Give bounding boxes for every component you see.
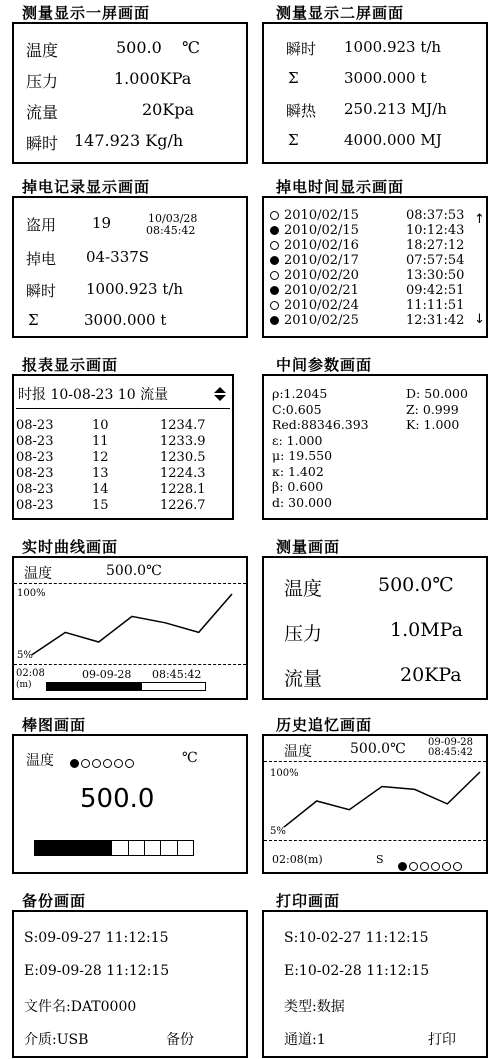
bar-segment-empty — [160, 841, 176, 855]
param-row — [264, 417, 486, 432]
measure-temp-value: 500.0℃ — [378, 574, 454, 596]
empty-dot-icon — [409, 862, 418, 871]
power-time-date: 2010/02/24 — [284, 298, 359, 313]
history-period: 02:08(m) — [272, 853, 323, 866]
history-top-gridline — [264, 761, 486, 762]
bar-temp-value: 500.0 — [80, 784, 155, 814]
backup-end-time: E:09-09-28 11:12:15 — [24, 963, 170, 979]
panel-print — [262, 910, 488, 1058]
print-end-time: E:10-02-28 11:12:15 — [284, 963, 430, 979]
curve-temp-value: 500.0℃ — [106, 563, 162, 579]
power-time-date: 2010/02/20 — [284, 268, 359, 283]
param-right-value: K: 1.000 — [406, 417, 460, 432]
pressure-value: 1.000KPa — [114, 69, 192, 88]
section-title-report: 报表显示画面 — [22, 356, 119, 374]
param-left-value: μ: 19.550 — [272, 448, 333, 463]
flow-label: 流量 — [26, 103, 59, 122]
instant-label: 瞬时 — [26, 134, 59, 153]
power-time-date: 2010/02/16 — [284, 238, 359, 253]
empty-dot-icon — [420, 862, 429, 871]
measure-pressure-value: 1.0MPa — [390, 619, 463, 641]
filled-dot-icon — [270, 286, 279, 295]
empty-dot-icon — [453, 862, 462, 871]
curve-period: 02:08 — [16, 668, 45, 679]
total-flow-value: 3000.000 t — [344, 69, 427, 87]
filled-dot-icon — [270, 256, 279, 265]
backup-file-name: 文件名:DAT0000 — [24, 999, 137, 1015]
history-bottom-percent: 5% — [270, 826, 286, 837]
param-left-value: Red:88346.393 — [272, 417, 369, 432]
section-title-power-time: 掉电时间显示画面 — [276, 178, 405, 196]
record-date: 10/03/28 — [148, 212, 198, 225]
table-row — [14, 434, 232, 450]
bar-segment-empty — [177, 841, 193, 855]
power-time-row[interactable] — [270, 298, 470, 313]
report-hour-cell: 12 — [92, 450, 109, 465]
report-value-cell: 1234.7 — [160, 418, 206, 433]
report-hour-cell: 15 — [92, 498, 109, 513]
backup-button[interactable]: 备份 — [166, 1032, 194, 1048]
temp-label: 温度 — [26, 41, 59, 60]
curve-top-percent: 100% — [17, 588, 46, 599]
report-date-cell: 08-23 — [16, 418, 54, 433]
instant-value: 147.923 Kg/h — [74, 131, 184, 150]
power-time-row[interactable] — [270, 268, 470, 283]
report-date-cell: 08-23 — [16, 482, 54, 497]
filled-dot-icon — [70, 759, 79, 768]
section-title-realtime-curve: 实时曲线画面 — [22, 538, 119, 556]
table-row — [14, 482, 232, 498]
report-value-cell: 1228.1 — [160, 482, 206, 497]
bar-segment-filled — [81, 841, 96, 855]
stolen-count: 19 — [92, 214, 112, 232]
param-left-value: κ: 1.402 — [272, 463, 324, 479]
empty-dot-icon — [81, 759, 90, 768]
scroll-up-icon[interactable]: ↑ — [474, 212, 485, 227]
report-date-cell: 08-23 — [16, 498, 54, 513]
total-flow-label: Σ — [288, 69, 299, 87]
power-time-time: 12:31:42 — [406, 313, 465, 328]
power-time-date: 2010/02/25 — [284, 313, 359, 328]
curve-date: 09-09-28 — [82, 668, 132, 681]
instant-flow-value: 1000.923 t/h — [344, 38, 442, 56]
power-time-time: 09:42:51 — [406, 283, 465, 298]
curve-period-unit: (m) — [16, 680, 32, 690]
panel-measure-screen2 — [262, 22, 488, 164]
report-value-cell: 1233.9 — [160, 434, 206, 449]
param-right-value: Z: 0.999 — [406, 401, 459, 417]
empty-dot-icon — [270, 301, 279, 310]
power-off-value: 04-337S — [86, 248, 150, 266]
section-title-params: 中间参数画面 — [276, 356, 373, 374]
report-header-divider — [16, 408, 230, 409]
record-instant-label: 瞬时 — [26, 282, 57, 300]
param-row — [264, 464, 486, 479]
power-time-date: 2010/02/21 — [284, 283, 359, 298]
bar-segment-filled — [50, 841, 65, 855]
param-row — [264, 386, 486, 401]
record-instant-value: 1000.923 t/h — [86, 280, 184, 298]
flow-value: 20Kpa — [142, 100, 195, 119]
empty-dot-icon — [431, 862, 440, 871]
power-time-date: 2010/02/15 — [284, 208, 359, 223]
bar-temp-label: 温度 — [26, 753, 54, 769]
empty-dot-icon — [270, 271, 279, 280]
power-time-time: 07:57:54 — [406, 253, 465, 268]
empty-dot-icon — [270, 241, 279, 250]
panel-measure-screen1 — [12, 22, 248, 164]
measure-flow-label: 流量 — [284, 668, 323, 690]
filled-dot-icon — [398, 862, 407, 871]
record-time: 08:45:42 — [146, 224, 196, 237]
section-title-power-record: 掉电记录显示画面 — [22, 178, 151, 196]
panel-measure — [262, 556, 488, 700]
power-time-time: 08:37:53 — [406, 208, 465, 223]
report-header: 时报 10-08-23 10 流量 — [18, 387, 169, 403]
measure-flow-value: 20KPa — [400, 664, 462, 686]
bar-graph-meter — [34, 840, 194, 856]
temp-unit: ℃ — [182, 38, 200, 57]
total-heat-value: 4000.000 MJ — [344, 131, 442, 149]
history-curve-plot — [284, 772, 480, 830]
filled-dot-icon — [270, 226, 279, 235]
history-speed: S — [376, 853, 384, 866]
print-button[interactable]: 打印 — [428, 1032, 456, 1048]
panel-bar-graph — [12, 734, 248, 874]
report-value-cell: 1230.5 — [160, 450, 206, 465]
report-hour-cell: 11 — [92, 434, 109, 449]
param-left-value: ε: 1.000 — [272, 432, 323, 448]
history-temp-value: 500.0℃ — [350, 741, 406, 757]
pressure-label: 压力 — [26, 72, 59, 91]
power-time-row[interactable] — [270, 313, 470, 328]
measure-temp-label: 温度 — [284, 578, 323, 600]
bar-segment-filled — [96, 841, 111, 855]
panel-power-record — [12, 196, 248, 338]
panel-report — [12, 374, 234, 520]
print-start-time: S:10-02-27 11:12:15 — [284, 930, 429, 946]
report-date-cell: 08-23 — [16, 450, 54, 465]
curve-time: 08:45:42 — [152, 668, 202, 681]
backup-start-time: S:09-09-27 11:12:15 — [24, 930, 169, 946]
section-title-history: 历史追忆画面 — [276, 716, 373, 734]
history-top-percent: 100% — [270, 768, 299, 779]
panel-realtime-curve — [12, 556, 248, 700]
table-row — [14, 450, 232, 466]
history-time: 08:45:42 — [428, 747, 473, 758]
param-left-value: d: 30.000 — [272, 494, 332, 510]
power-time-row[interactable] — [270, 253, 470, 268]
bar-temp-unit: ℃ — [182, 750, 198, 766]
panel-power-time — [262, 196, 488, 338]
stolen-label: 盗用 — [26, 216, 57, 234]
bar-segment-empty — [111, 841, 127, 855]
backup-media: 介质:USB — [24, 1032, 89, 1048]
report-hour-cell: 14 — [92, 482, 109, 497]
param-left-value: C:0.605 — [272, 401, 322, 417]
param-row — [264, 433, 486, 448]
report-date-cell: 08-23 — [16, 434, 54, 449]
param-row — [264, 479, 486, 494]
filled-dot-icon — [270, 316, 279, 325]
bar-segment-filled — [35, 841, 50, 855]
curve-bottom-gridline — [14, 664, 246, 665]
param-left-value: ρ:1.2045 — [272, 386, 328, 401]
section-title-screen2: 测量显示二屏画面 — [276, 4, 405, 22]
power-time-time: 18:27:12 — [406, 238, 465, 253]
power-time-row[interactable] — [270, 223, 470, 238]
table-row — [14, 418, 232, 434]
power-off-label: 掉电 — [26, 250, 57, 268]
section-title-print: 打印画面 — [276, 892, 341, 910]
curve-bottom-percent: 5% — [17, 650, 33, 661]
history-date: 09-09-28 — [428, 737, 473, 748]
report-date-cell: 08-23 — [16, 466, 54, 481]
temp-value: 500.0 — [116, 38, 162, 57]
param-right-value: D: 50.000 — [406, 386, 468, 401]
scroll-down-icon[interactable]: ↓ — [474, 312, 485, 327]
realtime-curve-plot — [32, 594, 232, 658]
curve-top-gridline — [14, 583, 246, 584]
panel-backup — [12, 910, 248, 1058]
curve-temp-label: 温度 — [24, 566, 52, 582]
instant-heat-value: 250.213 MJ/h — [344, 100, 447, 118]
panel-history — [262, 734, 488, 874]
curve-progress-track[interactable] — [46, 682, 206, 691]
total-heat-label: Σ — [288, 131, 299, 149]
sort-toggle-icon[interactable] — [214, 387, 226, 401]
section-title-screen1: 测量显示一屏画面 — [22, 4, 151, 22]
param-row — [264, 402, 486, 417]
power-time-row[interactable] — [270, 283, 470, 298]
power-time-row[interactable] — [270, 208, 470, 223]
empty-dot-icon — [92, 759, 101, 768]
power-time-time: 10:12:43 — [406, 223, 465, 238]
power-time-date: 2010/02/15 — [284, 223, 359, 238]
power-time-row[interactable] — [270, 238, 470, 253]
param-row — [264, 495, 486, 510]
empty-dot-icon — [103, 759, 112, 768]
report-hour-cell: 13 — [92, 466, 109, 481]
record-sum-label: Σ — [28, 311, 39, 329]
section-title-bar-graph: 棒图画面 — [22, 716, 87, 734]
section-title-backup: 备份画面 — [22, 892, 87, 910]
print-type: 类型:数据 — [284, 999, 345, 1015]
instant-heat-label: 瞬热 — [286, 102, 317, 120]
report-value-cell: 1226.7 — [160, 498, 206, 513]
print-channel: 通道:1 — [284, 1032, 326, 1048]
report-hour-cell: 10 — [92, 418, 109, 433]
instant-flow-label: 瞬时 — [286, 40, 317, 58]
section-title-measure: 测量画面 — [276, 538, 341, 556]
bar-channel-dots[interactable] — [70, 753, 136, 772]
curve-series-line — [284, 772, 480, 827]
bar-segment-filled — [66, 841, 81, 855]
power-time-time: 13:30:50 — [406, 268, 465, 283]
empty-dot-icon — [114, 759, 123, 768]
bar-segment-empty — [128, 841, 144, 855]
table-row — [14, 498, 232, 514]
bar-segment-empty — [144, 841, 160, 855]
history-channel-dots[interactable] — [398, 856, 464, 874]
param-left-value: β: 0.600 — [272, 479, 324, 494]
curve-progress-fill — [47, 683, 142, 690]
history-bottom-gridline — [264, 840, 486, 841]
measure-pressure-label: 压力 — [284, 623, 323, 645]
empty-dot-icon — [442, 862, 451, 871]
table-row — [14, 466, 232, 482]
history-temp-label: 温度 — [284, 744, 312, 760]
record-sum-value: 3000.000 t — [84, 311, 167, 329]
report-value-cell: 1224.3 — [160, 466, 206, 481]
empty-dot-icon — [125, 759, 134, 768]
curve-series-line — [32, 594, 232, 655]
power-time-time: 11:11:51 — [406, 298, 465, 313]
panel-params — [262, 374, 488, 520]
empty-dot-icon — [270, 211, 279, 220]
power-time-date: 2010/02/17 — [284, 253, 359, 268]
param-row — [264, 448, 486, 463]
